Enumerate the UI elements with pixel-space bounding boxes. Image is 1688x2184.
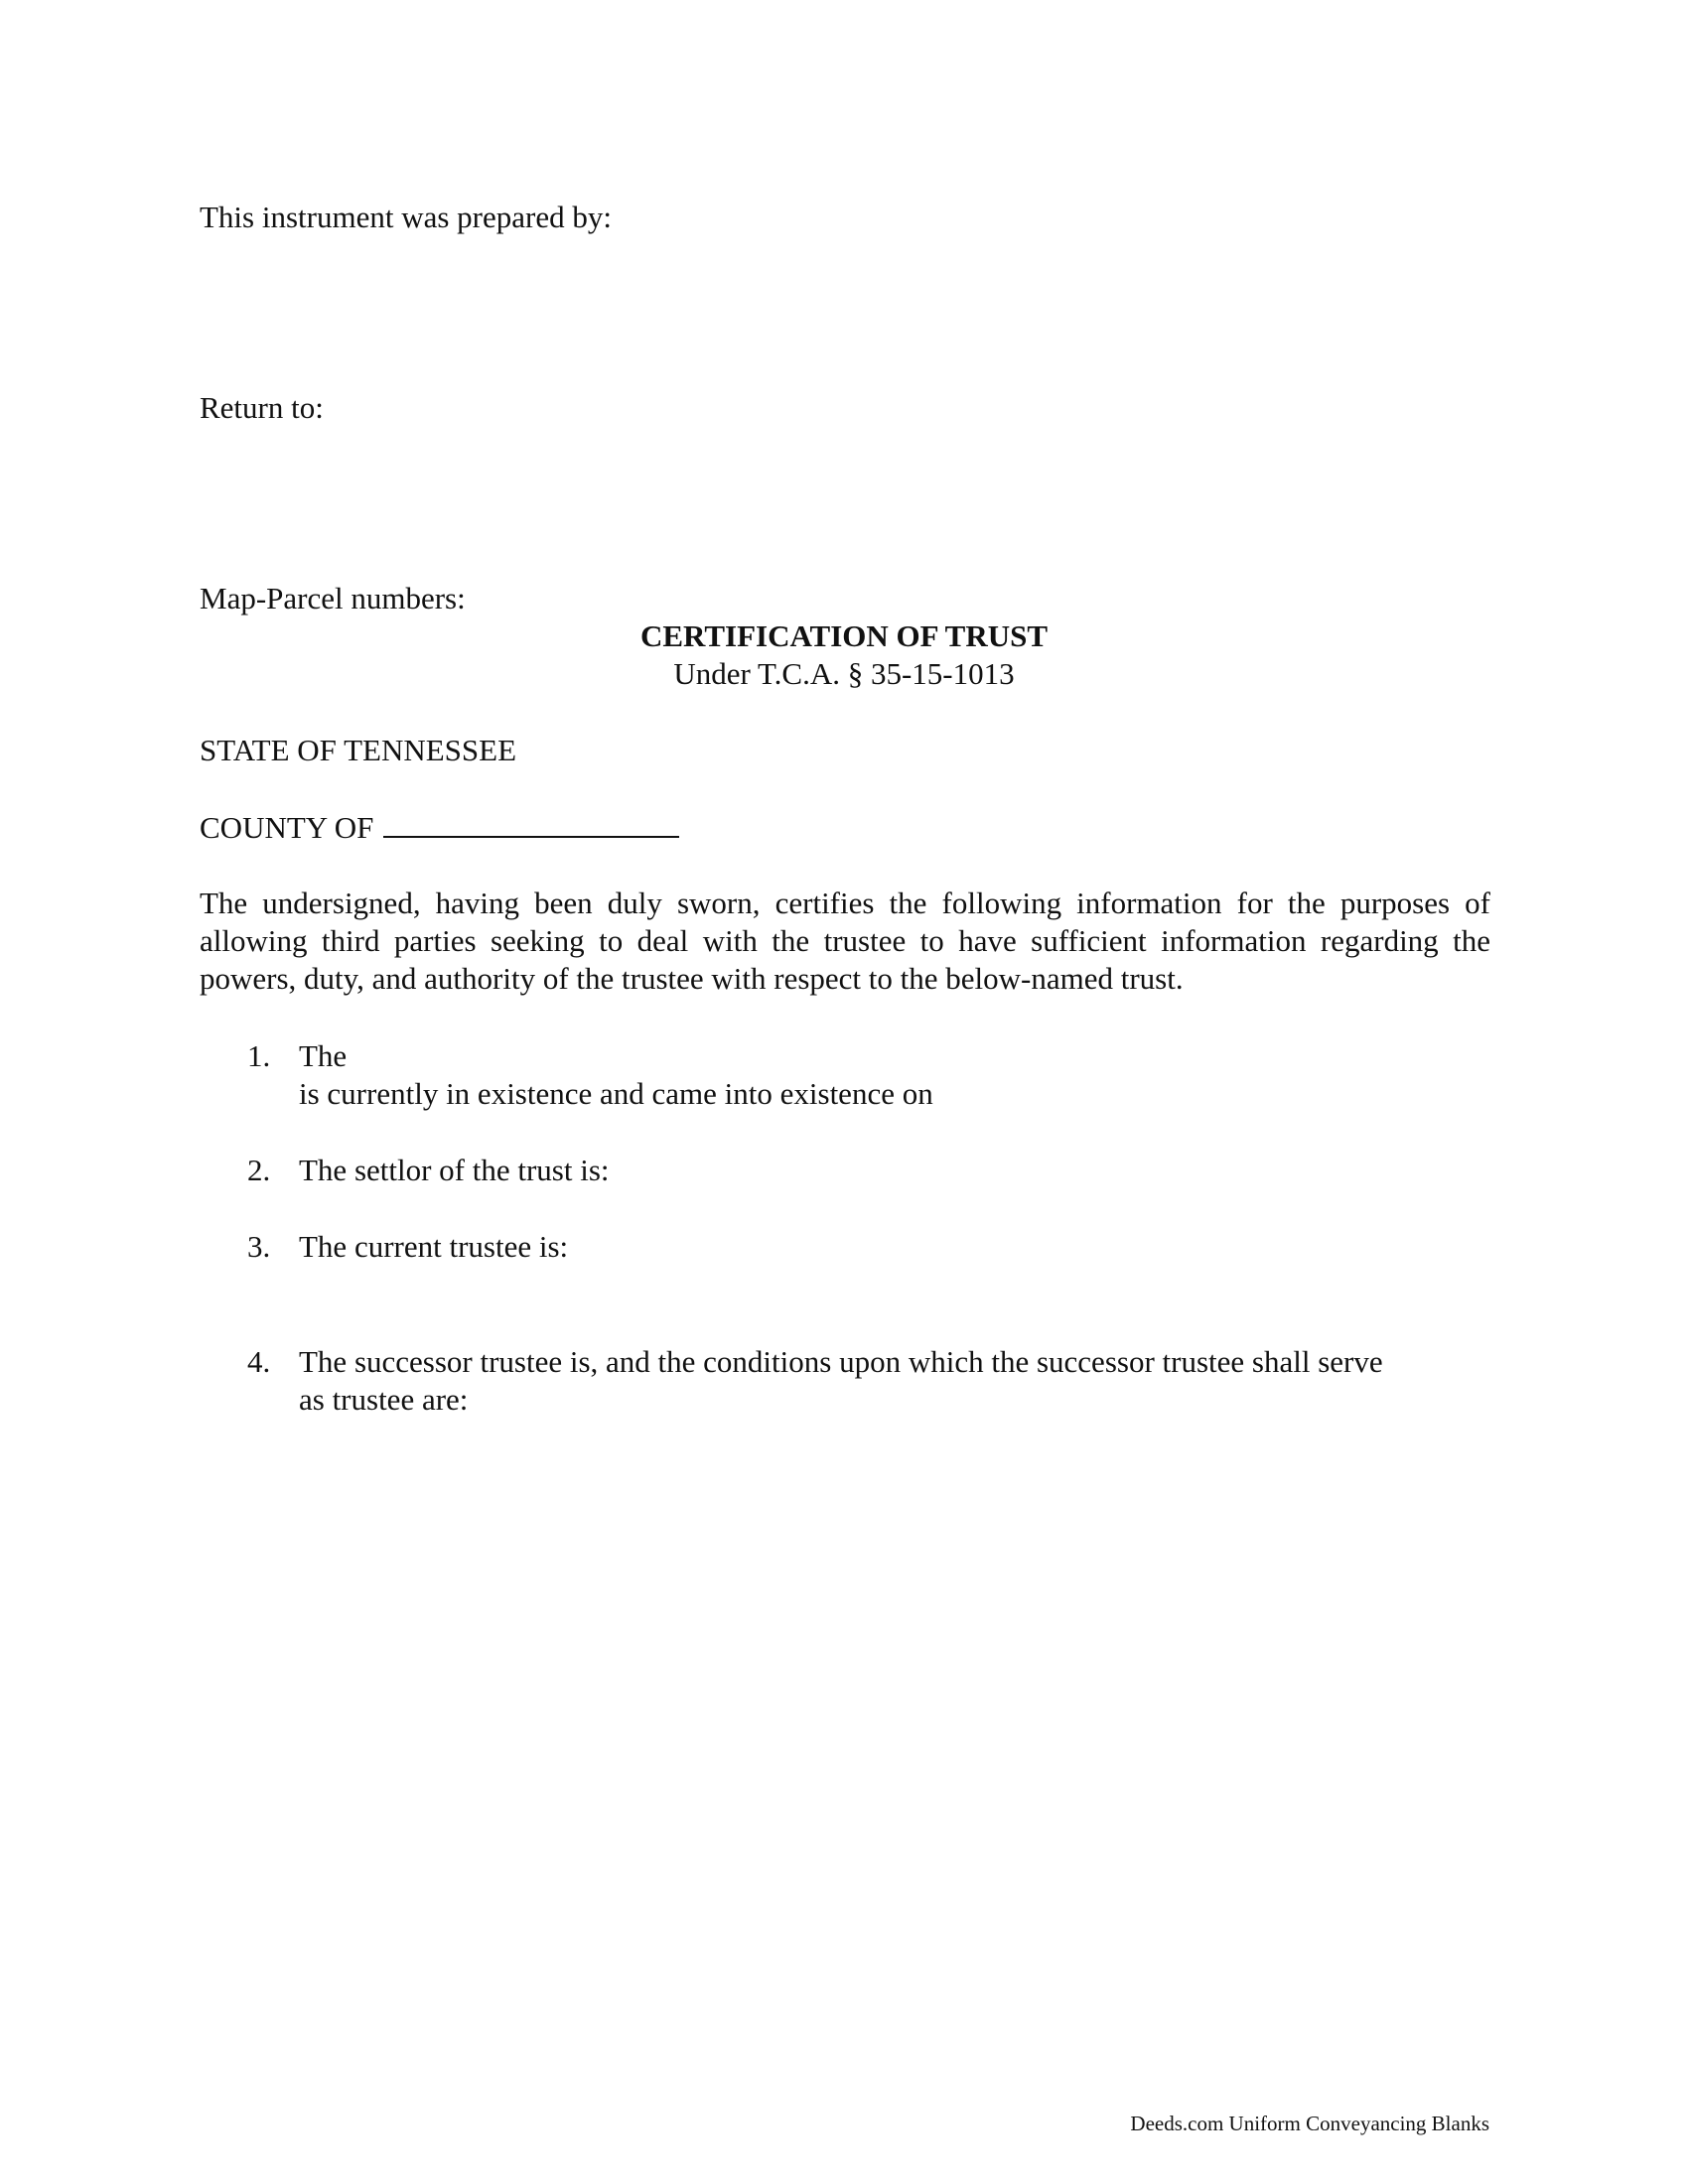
document-title: CERTIFICATION OF TRUST: [639, 618, 1049, 653]
list-item-text: The settlor of the trust is:: [299, 1153, 610, 1187]
list-item-number: 2.: [247, 1153, 271, 1187]
document-title-block: [0, 617, 1688, 693]
intro-line-2: allowing third parties seeking to deal with the trustee to have sufficient information regarding the: [200, 923, 1490, 958]
county-blank-field[interactable]: [383, 808, 679, 838]
list-item-line-2: as trustee are:: [299, 1382, 469, 1417]
county-line: [200, 808, 679, 847]
return-to-label: Return to:: [200, 390, 324, 425]
intro-paragraph: [200, 885, 1490, 998]
prepared-by-label: This instrument was prepared by:: [200, 200, 612, 234]
list-item-text: [299, 1037, 933, 1113]
state-line: STATE OF TENNESSEE: [200, 733, 517, 767]
list-item-number: 3.: [247, 1229, 271, 1264]
county-label: COUNTY OF: [200, 810, 374, 845]
document-subtitle: Under T.C.A. § 35-15-1013: [673, 656, 1015, 691]
list-item-text: The current trustee is:: [299, 1229, 569, 1264]
list-item-line-2: is currently in existence and came into existence on: [299, 1076, 933, 1111]
footer-attribution: Deeds.com Uniform Conveyancing Blanks: [1130, 2112, 1489, 2135]
list-item-number: 4.: [247, 1344, 271, 1379]
list-item-line-1: The successor trustee is, and the conditions upon which the successor trustee shall serve: [299, 1344, 1383, 1379]
map-parcel-label: Map-Parcel numbers:: [200, 581, 466, 615]
intro-line-3: powers, duty, and authority of the trustee with respect to the below-named trust.: [200, 961, 1184, 996]
list-item-number: 1.: [247, 1038, 271, 1073]
list-item-line-1: The: [299, 1038, 348, 1073]
intro-line-1: The undersigned, having been duly sworn, certifies the following information for the purposes of: [200, 886, 1490, 920]
list-item-text: [299, 1343, 1383, 1419]
